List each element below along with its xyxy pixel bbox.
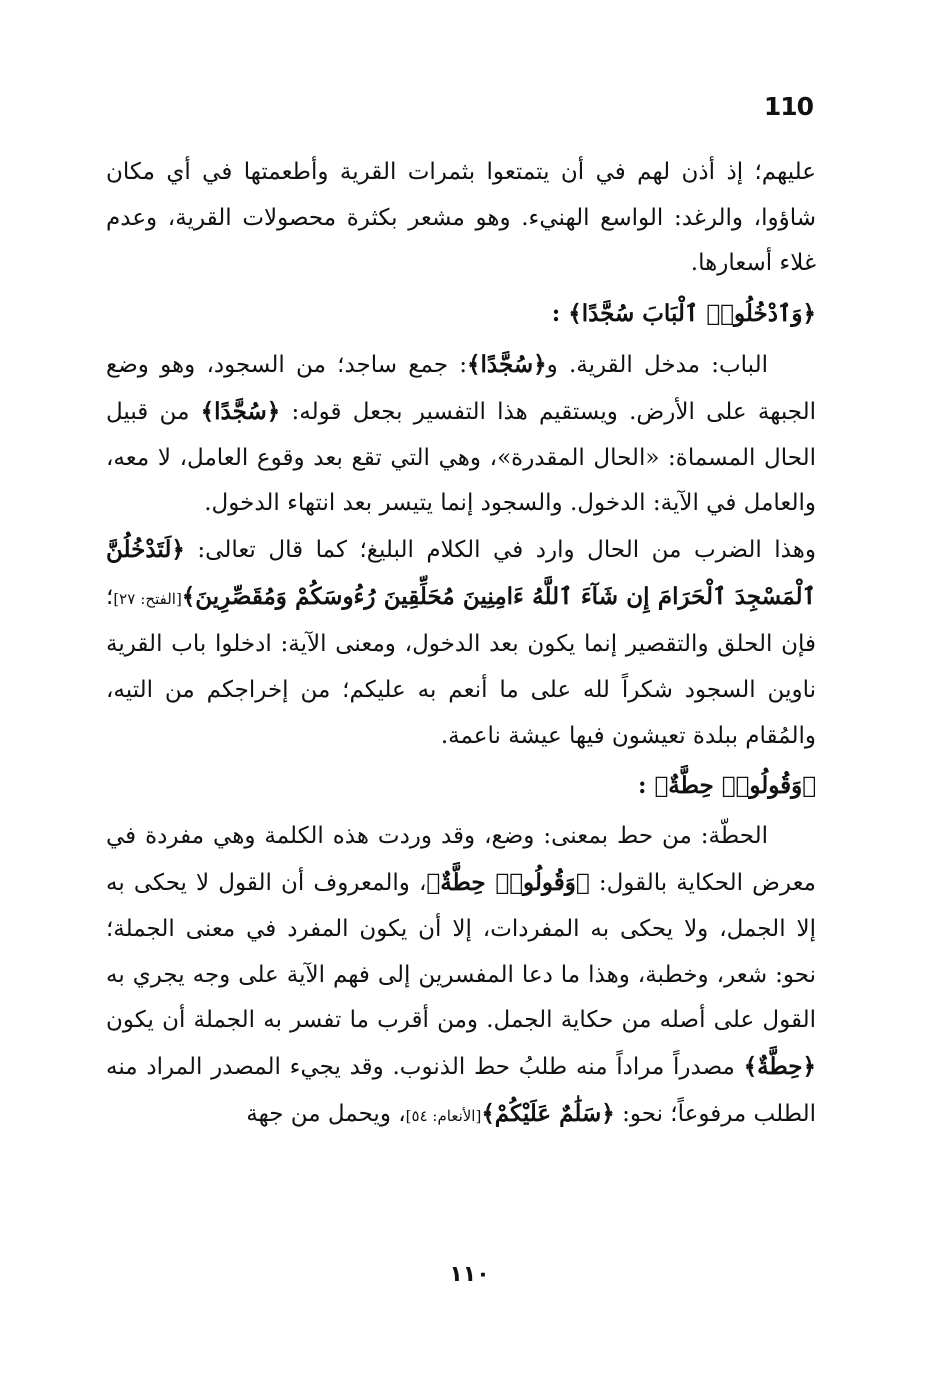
text-run: من قبيل الحال المسماة: «الحال المقدرة»، وهي التي تقع بعد وقوع العامل، لا معه، والعامل في الآية: الدخول. والسجود إنما يتيسر بعد انتهاء الدخول. <box>106 398 816 517</box>
quran-quote: ﴿لَتَدْخُلُنَّ ٱلْمَسْجِدَ ٱلْحَرَامَ إِن شَآءَ ٱللَّهُ ءَامِنِينَ مُحَلِّقِينَ رُءُوسَكُمْ وَمُقَصِّرِينَ﴾ <box>106 535 816 610</box>
section2-paragraph-1 <box>106 814 816 1139</box>
page-number-bottom: ١١٠ <box>449 1262 490 1287</box>
text-run: ؛ فإن الحلق والتقصير إنما يكون بعد الدخول، ومعنى الآية: ادخلوا باب القرية ناوين السجود شكراً لله على ما أنعم به عليكم؛ من إخراجكم من التيه، والمُقام ببلدة تعيشون فيها عيشة ناعمة. <box>106 583 816 749</box>
section-heading-1 <box>106 291 816 336</box>
section-heading-2 <box>106 763 816 808</box>
verse-reference: [الأنعام: ٥٤] <box>405 1106 482 1125</box>
text-run: : جمع ساجد؛ من السجود، وهو وضع الجبهة على الأرض. ويستقيم هذا التفسير بجعل قوله: <box>106 352 817 425</box>
section1-paragraph-1 <box>106 342 816 527</box>
quran-quote: ﴿سَلَٰمٌ عَلَيْكُمْ﴾ <box>481 1099 615 1127</box>
quran-quote: ﴿حِطَّةٌ﴾ <box>743 1052 816 1080</box>
quran-quote: ﴿سُجَّدًا﴾ <box>200 397 281 425</box>
quran-quote: ﴿سُجَّدًا﴾ <box>467 351 547 379</box>
text-run: مصدراً مراداً منه طلبُ حط الذنوب. وقد يجيء المصدر المراد منه الطلب مرفوعاً؛ نحو: <box>106 1053 816 1127</box>
text-run: وهذا الضرب من الحال وارد في الكلام البليغ؛ كما قال تعالى: <box>184 536 816 563</box>
page-body <box>106 150 816 1139</box>
text-run: الحطّة: من حط بمعنى: وضع، وقد وردت هذه الكلمة وهي مفردة في معرض الحكاية بالقول: <box>106 823 816 897</box>
section-heading-1-verse: ﴿وَٱدْخُلُوا۟ ٱلْبَابَ سُجَّدًا﴾ <box>568 300 816 328</box>
quran-quote: ﴿وَقُولُوا۟ حِطَّةٌ﴾ <box>426 869 590 897</box>
text-run: الباب: مدخل القرية. و <box>546 352 768 379</box>
text-run: ، ويحمل من جهة <box>246 1100 406 1127</box>
section-heading-1-colon: : <box>551 300 569 328</box>
page-number-top: 110 <box>763 92 813 121</box>
verse-reference: [الفتح: ٢٧] <box>113 589 182 608</box>
section-heading-2-colon: : <box>637 772 655 800</box>
section-heading-2-verse: ﴿وَقُولُوا۟ حِطَّةٌ﴾ <box>654 772 816 800</box>
section1-paragraph-2 <box>106 527 816 760</box>
intro-text: عليهم؛ إذ أذن لهم في أن يتمتعوا بثمرات القرية وأطعمتها في أي مكان شاؤوا، والرغد: الواسع الهنيء. وهو مشعر بكثرة محصولات القرية، وعدم غلاء أسعارها. <box>106 159 816 277</box>
intro-paragraph <box>106 150 816 287</box>
text-run: ، والمعروف أن القول لا يحكى به إلا الجمل، ولا يحكى به المفردات، إلا أن يكون المفرد في معنى الجملة؛ نحو: شعر، وخطبة، وهذا ما دعا المفسرين إلى فهم الآية على وجه يجري به القول على أصله من حكاية الجمل. ومن أقرب ما تفسر به الجملة أن يكون <box>106 870 816 1034</box>
